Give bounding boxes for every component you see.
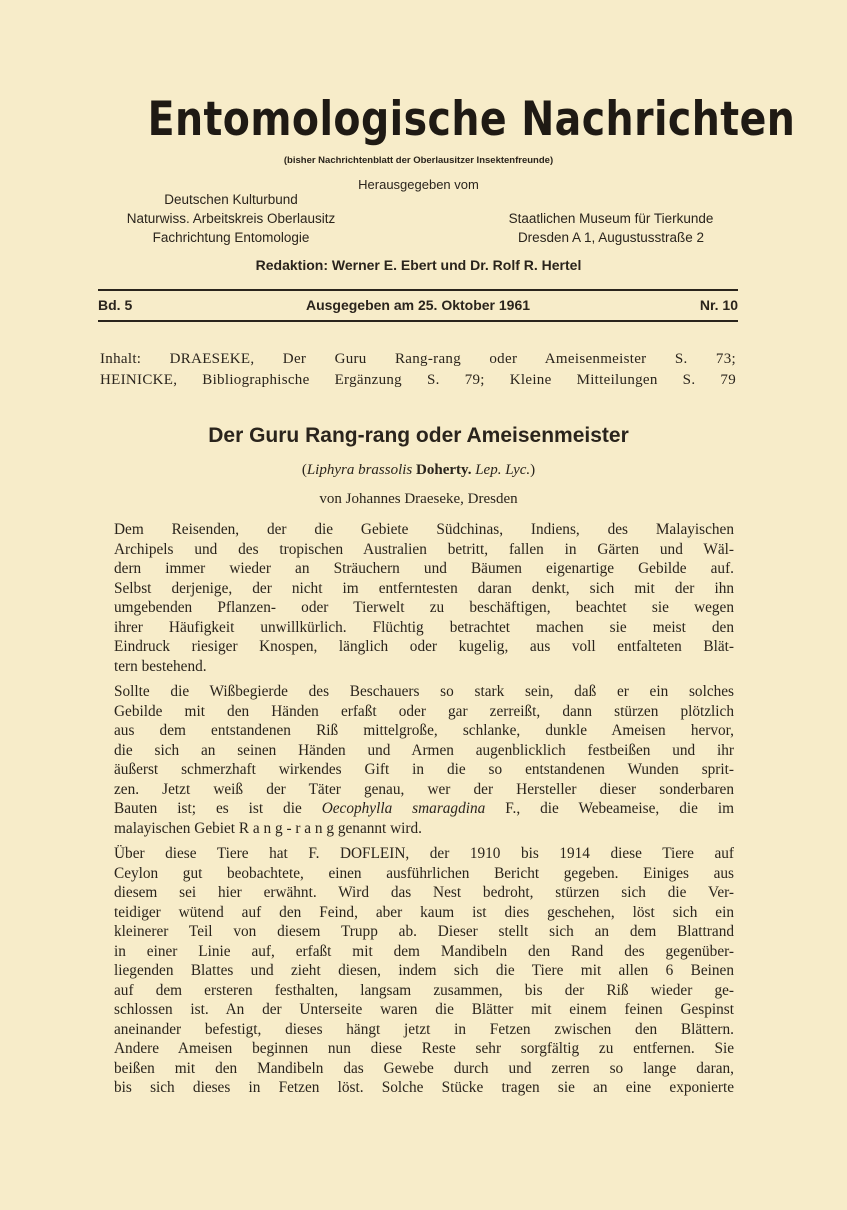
header-rule-top bbox=[98, 289, 738, 291]
editors-line: Redaktion: Werner E. Ebert und Dr. Rolf R. Hertel bbox=[255, 257, 582, 273]
journal-subtitle: (bisher Nachrichtenblatt der Oberlausitzer Insektenfreunde) bbox=[283, 155, 554, 166]
text-line: Dem Reisenden, der die Gebiete Südchinas, Indiens, des Malayischen bbox=[114, 521, 734, 538]
paragraph-3 bbox=[97, 844, 734, 1098]
text-line: Archipels und des tropischen Australien betritt, fallen in Gärten und Wäl- bbox=[114, 540, 734, 558]
volume-label: Bd. 5 bbox=[98, 297, 133, 313]
text-line: dern immer wieder an Sträuchern und Bäumen eigenartige Gebilde auf. bbox=[114, 560, 734, 577]
text-line: ihrer Häufigkeit unwillkürlich. Flüchtig betrachtet machen sie meist den bbox=[114, 618, 734, 636]
text-line: Sollte die Wißbegierde des Beschauers so stark sein, daß er ein solches bbox=[114, 683, 734, 700]
text-line: in einer Linie auf, erfaßt mit dem Mandibeln den Rand des gegenüber- bbox=[114, 942, 734, 960]
paren: ( bbox=[301, 462, 307, 478]
text-line: Ceylon gut beobachtete, einen ausführlichen Bericht gegeben. Einiges aus bbox=[114, 864, 734, 882]
species-name: Liphyra brassolis bbox=[306, 462, 413, 478]
text-line: bis sich dieses in Fetzen löst. Solche Stücke tragen sie an eine exponierte bbox=[114, 1079, 734, 1096]
text-line: Gebilde mit den Händen erfaßt oder gar zerreißt, dann stürzen plötzlich bbox=[114, 702, 734, 720]
header-rule-bottom bbox=[98, 320, 738, 322]
text-line: tern bestehend. bbox=[114, 657, 207, 675]
publisher-left-line: Naturwiss. Arbeitskreis Oberlausitz bbox=[126, 211, 336, 226]
text-line: auf dem ersteren festhalten, langsam zusammen, bis der Riß wieder ge- bbox=[114, 981, 734, 999]
text-line: die sich an seinen Händen und Armen augenblicklich festbeißen und ihr bbox=[114, 741, 734, 759]
contents-line: Inhalt: DRAESEKE, Der Guru Rang-rang oder Ameisenmeister S. 73; bbox=[100, 351, 736, 367]
article-title: Der Guru Rang-rang oder Ameisenmeister bbox=[208, 424, 629, 447]
text-line: schlossen ist. An der Unterseite waren die Blätter mit einem feinen Gespinst bbox=[114, 1001, 734, 1018]
text-line: Eindruck riesiger Knospen, länglich oder kugelig, aus voll entfalteten Blät- bbox=[114, 638, 734, 655]
table-of-contents bbox=[100, 349, 736, 391]
published-by: Herausgegeben vom bbox=[358, 177, 479, 192]
text-fragment: Bauten ist; es ist die bbox=[114, 800, 322, 817]
paren: ) bbox=[530, 462, 536, 478]
text-line: äußerst schmerzhaft wirkendes Gift in die so entstandenen Wunden sprit- bbox=[114, 761, 734, 778]
text-line: Selbst derjenige, der nicht im entferntesten daran denkt, sich mit der ihn bbox=[114, 579, 734, 597]
article-body bbox=[97, 520, 734, 1104]
issue-number: Nr. 10 bbox=[699, 297, 738, 313]
text-line: zen. Jetzt weiß der Täter genau, wer der Hersteller dieser sonderbaren bbox=[114, 780, 734, 798]
text-line: Andere Ameisen beginnen nun diese Reste sehr sorgfältig zu entfernen. Sie bbox=[114, 1040, 734, 1057]
paragraph-1 bbox=[97, 520, 734, 676]
text-line: beißen mit den Mandibeln das Gewebe durch und zerren so lange daran, bbox=[114, 1059, 734, 1077]
species-line bbox=[96, 462, 741, 479]
paragraph-2 bbox=[97, 682, 734, 838]
publisher-right bbox=[480, 209, 742, 247]
text-line bbox=[97, 799, 734, 819]
journal-title: Entomologische Nachrichten bbox=[147, 92, 796, 147]
text-line: umgebenden Pflanzen- oder Tierwelt zu beschäftigen, beachtet sie wegen bbox=[114, 599, 734, 616]
text-line: teidiger wütend auf den Feind, aber kaum ist dies geschehen, löst sich ein bbox=[114, 903, 734, 921]
text-line: liegenden Blattes und zieht diesen, indem sich die Tiere mit allen 6 Beinen bbox=[114, 962, 734, 979]
publisher-right-line: Dresden A 1, Augustusstraße 2 bbox=[517, 230, 705, 245]
species-author: Doherty. bbox=[416, 462, 472, 478]
text-fragment: F., die Webeameise, die im bbox=[485, 800, 734, 817]
issue-date: Ausgegeben am 25. Oktober 1961 bbox=[305, 297, 531, 313]
text-line: malayischen Gebiet R a n g - r a n g genannt wird. bbox=[114, 819, 422, 837]
text-line: Über diese Tiere hat F. DOFLEIN, der 1910 bis 1914 diese Tiere auf bbox=[114, 845, 734, 862]
issue-line bbox=[98, 297, 738, 317]
publisher-left-line: Deutschen Kulturbund bbox=[164, 192, 298, 207]
publisher-right-line: Staatlichen Museum für Tierkunde bbox=[508, 211, 714, 226]
text-line: aneinander befestigt, dieses hängt jetzt in Fetzen zwischen den Blättern. bbox=[114, 1020, 734, 1038]
species-group: Lep. Lyc. bbox=[475, 462, 531, 478]
publisher-left bbox=[96, 190, 366, 247]
contents-line: HEINICKE, Bibliographische Ergänzung S. 79; Kleine Mitteilungen S. 79 bbox=[100, 372, 736, 388]
species-name-inline: Oecophylla smaragdina bbox=[321, 800, 486, 817]
text-line: diesem sei hier erwähnt. Wird das Nest bedroht, stürzen sich die Ver- bbox=[114, 884, 734, 901]
text-line: kleinerer Teil von diesem Trupp ab. Dieser stellt sich an dem Blattrand bbox=[114, 923, 734, 940]
article-byline: von Johannes Draeseke, Dresden bbox=[319, 491, 518, 507]
text-line: aus dem entstandenen Riß mittelgroße, schlanke, dunkle Ameisen hervor, bbox=[114, 722, 734, 739]
publisher-left-line: Fachrichtung Entomologie bbox=[152, 230, 310, 245]
